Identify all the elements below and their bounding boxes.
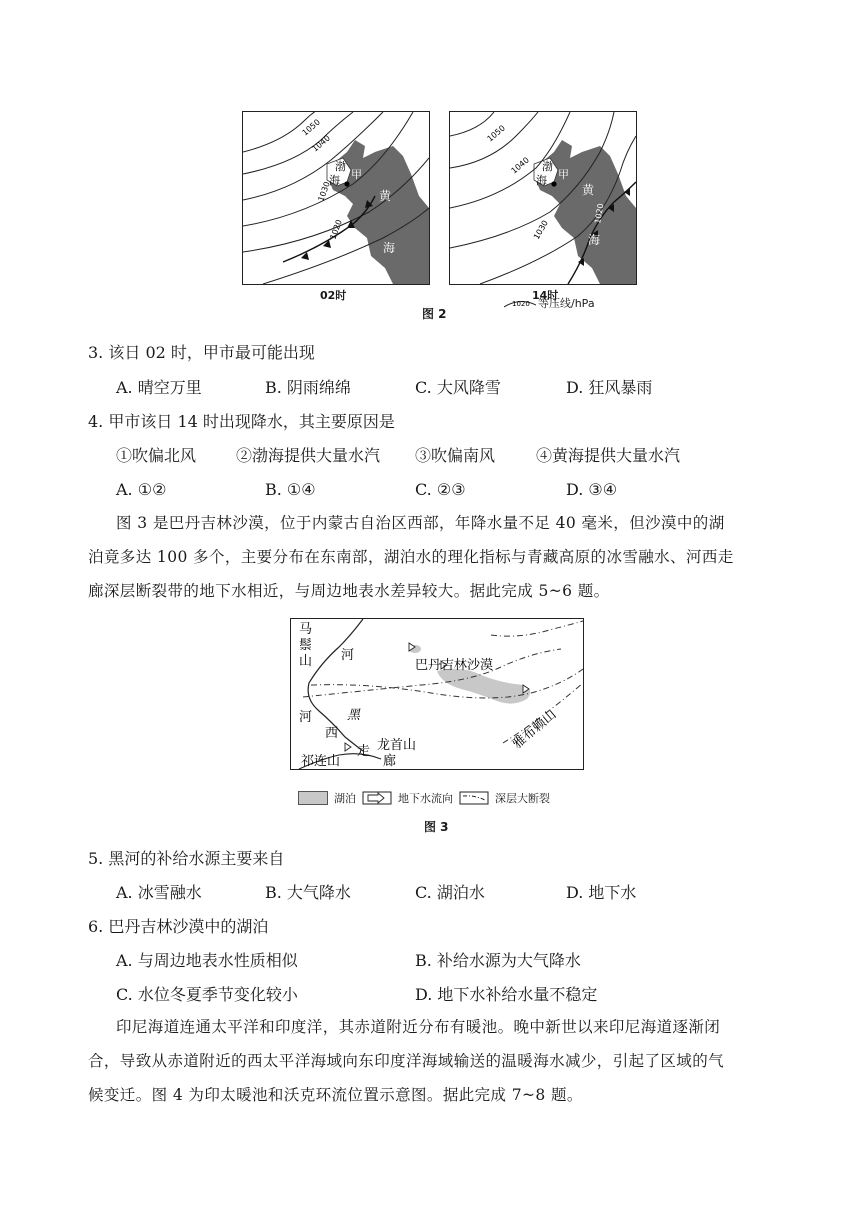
figure-2-caption: 图 2 (422, 307, 447, 321)
isobar-label-1040-14h: 1040 (509, 155, 531, 176)
isobar-label-1040: 1040 (310, 133, 332, 154)
q4-item-4: ④黄海提供大量水汽 (536, 446, 681, 465)
label-mazong-3: 山 (299, 654, 313, 669)
q5-option-b[interactable]: B. 大气降水 (265, 883, 351, 902)
legend-groundwater-label: 地下水流向 (398, 792, 453, 805)
q5-option-d[interactable]: D. 地下水 (566, 883, 637, 902)
label-hexi-zou: 走 (357, 744, 371, 759)
label-mazong-2: 鬃 (299, 638, 313, 653)
q6-option-a[interactable]: A. 与周边地表水性质相似 (116, 951, 298, 970)
label-bohai-1-14h: 渤 (542, 160, 553, 173)
isobar-label-1030: 1030 (316, 180, 332, 203)
q4-option-b[interactable]: B. ①④ (265, 480, 316, 499)
isobar-label-1020-14h: 1020 (593, 202, 606, 225)
passage-1-line-3: 廊深层断裂带的地下水相近，与周边地表水差异较大。据此完成 5~6 题。 (88, 582, 610, 600)
passage-1-line-2: 泊竟多达 100 多个，主要分布在东南部，湖泊水的理化指标与青藏高原的冰雪融水、河西走 (88, 548, 734, 566)
figure-3-legend (298, 790, 550, 806)
label-heihe-he: 河 (299, 710, 313, 725)
label-yabulai: 雅布赖山 (509, 707, 560, 753)
q3-option-b[interactable]: B. 阴雨绵绵 (265, 378, 351, 397)
figure-2 (242, 111, 638, 321)
q6-option-b[interactable]: B. 补给水源为大气降水 (415, 951, 581, 970)
groundwater-arrow-icon (362, 791, 392, 805)
q3-option-a[interactable]: A. 晴空万里 (116, 378, 202, 397)
label-bohai-2: 海 (329, 174, 340, 187)
label-heihe-hei: 黑 (347, 708, 361, 723)
weather-map-02h (242, 111, 430, 285)
q6-option-d[interactable]: D. 地下水补给水量不稳定 (415, 985, 598, 1004)
passage-2-line-3: 候变迁。图 4 为印太暖池和沃克环流位置示意图。据此完成 7~8 题。 (88, 1086, 583, 1104)
passage-2-line-2: 合，导致从赤道附近的西太平洋海域向东印度洋海域输送的温暖海水减少，引起了区域的气 (88, 1052, 725, 1070)
label-longshou: 龙首山 (377, 738, 417, 753)
time-label-14h: 14时 (532, 289, 559, 302)
label-bohai-2-14h: 海 (536, 174, 547, 187)
label-mazong-1: 马 (299, 622, 313, 637)
q3-option-c[interactable]: C. 大风降雪 (415, 378, 501, 397)
weather-map-02h-drawing (243, 112, 429, 284)
legend-lake-swatch (298, 791, 328, 805)
label-yellow-2: 海 (383, 241, 396, 255)
q5-stem: 5. 黑河的补给水源主要来自 (88, 849, 285, 868)
fault-line-icon (459, 791, 489, 805)
isobar-label-1050: 1050 (300, 117, 322, 138)
isobar-legend-line (504, 295, 536, 311)
q6-option-c[interactable]: C. 水位冬夏季节变化较小 (116, 985, 298, 1004)
q5-option-a[interactable]: A. 冰雪融水 (116, 883, 202, 902)
figure-3-drawing (291, 619, 583, 769)
label-bohai-1: 渤 (335, 160, 346, 173)
label-yellow-2-14h: 海 (588, 233, 601, 247)
q6-stem: 6. 巴丹吉林沙漠中的湖泊 (88, 917, 269, 936)
q4-item-3: ③吹偏南风 (415, 446, 496, 465)
figure-3-map (290, 618, 584, 770)
q4-item-2: ②渤海提供大量水汽 (236, 446, 381, 465)
q4-option-a[interactable]: A. ①② (116, 480, 167, 499)
isobar-label-1050-14h: 1050 (485, 123, 507, 144)
label-city-jia: 甲 (351, 168, 362, 181)
label-he-top: 河 (341, 648, 355, 663)
label-qilian: 祁连山 (301, 754, 341, 769)
legend-lake-label: 湖泊 (334, 792, 356, 805)
q4-option-c[interactable]: C. ②③ (415, 480, 466, 499)
weather-map-14h (449, 111, 637, 285)
passage-1-line-1: 图 3 是巴丹吉林沙漠，位于内蒙古自治区西部，年降水量不足 40 毫米，但沙漠中的湖 (116, 514, 725, 532)
q3-stem: 3. 该日 02 时，甲市最可能出现 (88, 343, 315, 362)
isobar-label-1020: 1020 (328, 218, 344, 241)
weather-map-14h-drawing (450, 112, 636, 284)
q4-item-1: ①吹偏北风 (116, 446, 197, 465)
isobar-legend-value: 1020 (512, 300, 530, 308)
label-hexi-xi: 西 (325, 726, 339, 741)
isobar-legend-label: 等压线/hPa (538, 297, 595, 310)
q4-option-d[interactable]: D. ③④ (566, 480, 618, 499)
isobar-legend (504, 295, 595, 311)
label-desert: 巴丹吉林沙漠 (415, 658, 494, 673)
q4-stem: 4. 甲市该日 14 时出现降水，其主要原因是 (88, 412, 395, 431)
time-label-02h: 02时 (320, 289, 347, 302)
passage-indonesian-seaway (88, 1010, 788, 1112)
q3-option-d[interactable]: D. 狂风暴雨 (566, 378, 653, 397)
passage-badain-jaran (88, 506, 788, 608)
legend-fault-label: 深层大断裂 (495, 792, 550, 805)
passage-2-line-1: 印尼海道连通太平洋和印度洋，其赤道附近分布有暖池。晚中新世以来印尼海道逐渐闭 (116, 1018, 721, 1036)
q5-option-c[interactable]: C. 湖泊水 (415, 883, 485, 902)
isobar-label-1030-14h: 1030 (531, 218, 550, 241)
label-hexi-lang: 廊 (383, 754, 397, 769)
figure-3-caption: 图 3 (424, 820, 449, 834)
label-yellow-1: 黄 (379, 189, 392, 203)
label-city-jia-14h: 甲 (558, 168, 569, 181)
label-yellow-1-14h: 黄 (582, 183, 595, 197)
